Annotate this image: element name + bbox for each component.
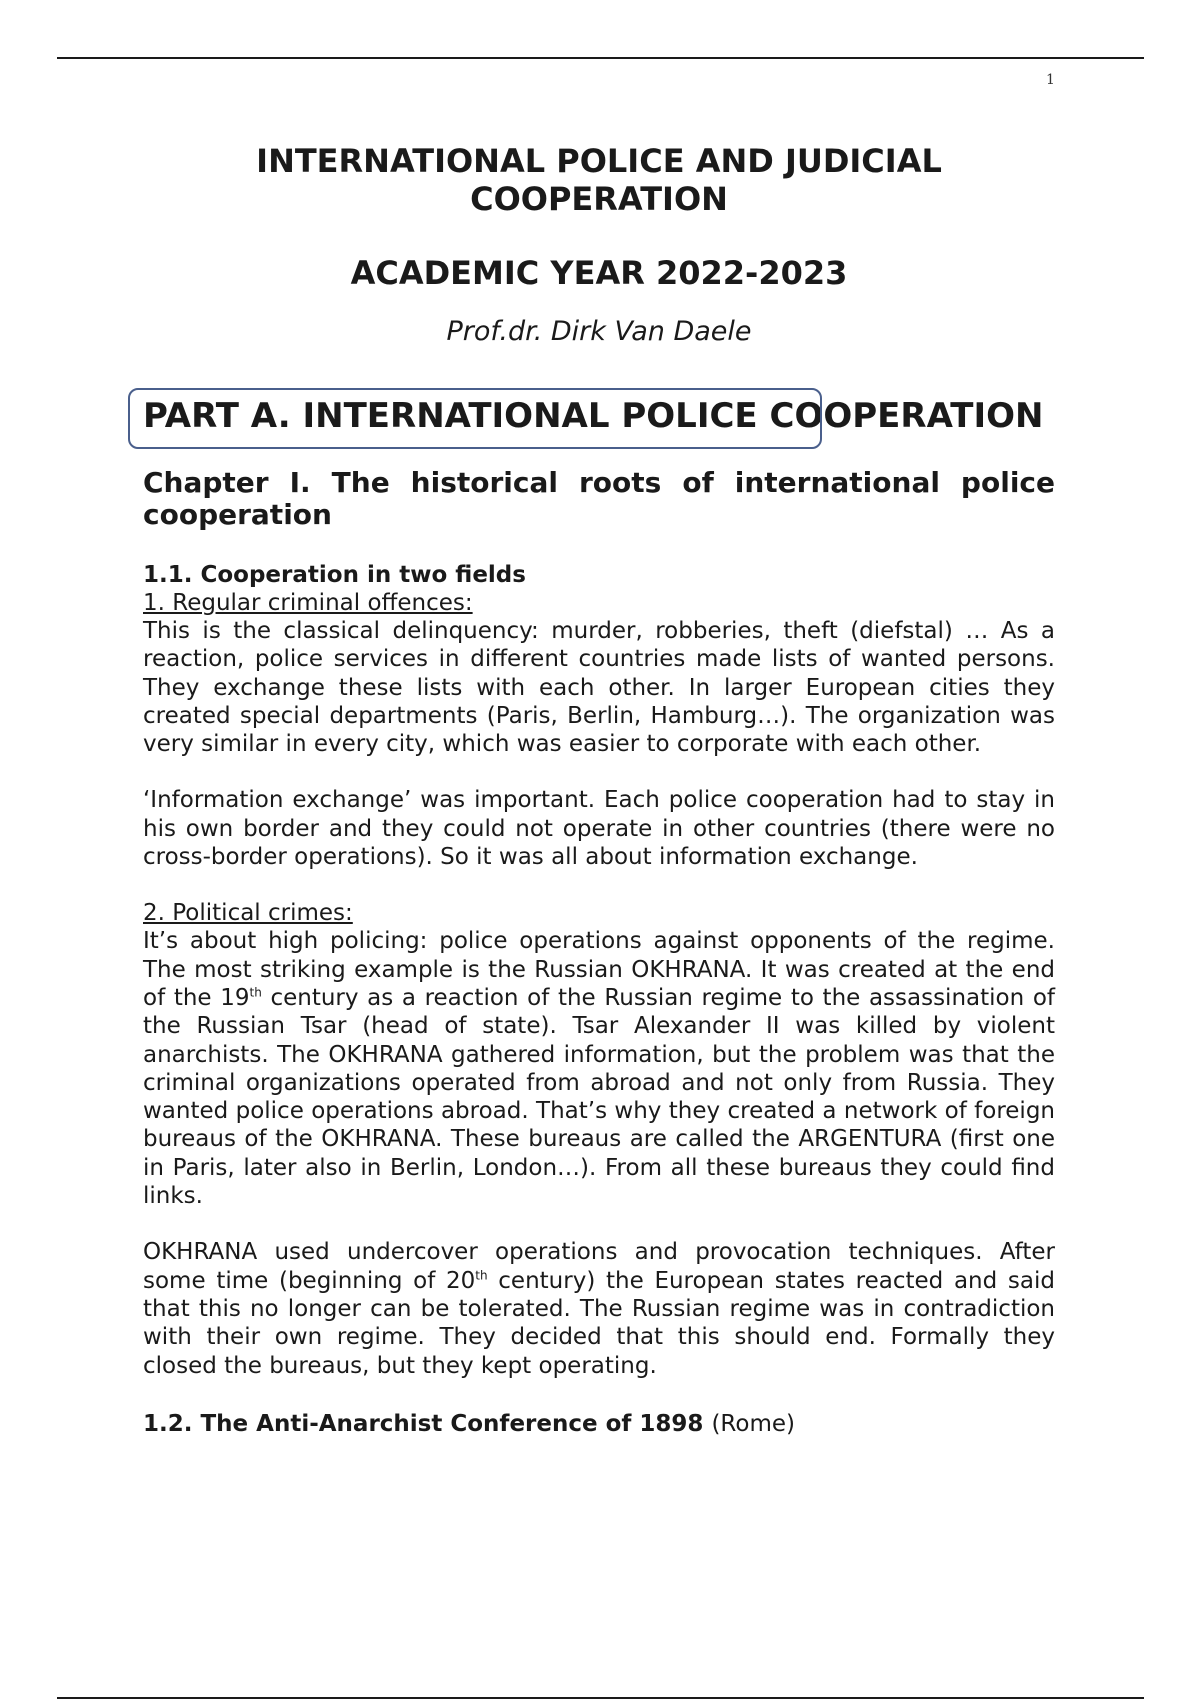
ordinal-suffix: th [475, 1267, 488, 1282]
header-rule [57, 57, 1144, 59]
ordinal-suffix: th [249, 985, 262, 1000]
page-number: 1 [1046, 72, 1055, 88]
section-heading-1-1: 1.1. Cooperation in two fields [143, 562, 526, 588]
part-a-container [143, 396, 1055, 437]
paragraph-information-exchange: ‘Information exchange’ was important. Each police cooperation had to stay in his own border and they could not operate in other countries (there were no cross-border operations). So it was all about information exchange. [143, 787, 1055, 871]
author: Prof.dr. Dirk Van Daele [446, 316, 752, 347]
footer-rule [57, 1697, 1144, 1699]
document-title-line-2: COOPERATION [470, 180, 728, 218]
paragraph-text: century as a reaction of the Russian regime to the assassination of the Russian Tsar (head of state). Tsar Alexander II was killed by violent anarchists. The OKHRANA gathered information, but the problem was that the criminal organizations operated from abroad and not only from Russia. They wanted police operations abroad. That’s why they created a network of foreign bureaus of the OKHRANA. These bureaus are called the ARGENTURA (first one in Paris, later also in Berlin, London…). From all these bureaus they could find links. [143, 984, 1055, 1210]
document-title [143, 142, 1055, 218]
paragraph-regular-offences: This is the classical delinquency: murder, robberies, theft (diefstal) … As a reaction, police services in different countries made lists of wanted persons. They exchange these lists with each other. In larger European cities they created special departments (Paris, Berlin, Hamburg…). The organization was very similar in every city, which was easier to corporate with each other. [143, 618, 1055, 758]
paragraph-text: OKHRANA used undercover operations and provocation techniques. After some time (beginning of 20 [143, 1239, 1055, 1294]
subheading-regular-offences: 1. Regular criminal offences: [143, 590, 473, 616]
paragraph-okhrana [143, 1238, 1055, 1379]
highlight-box [128, 388, 822, 449]
section-title: 1.2. The Anti-Anarchist Conference of 1898 [143, 1410, 704, 1437]
paragraph-political-crimes [143, 927, 1055, 1210]
section-heading-1-2 [143, 1410, 1055, 1438]
chapter-heading: Chapter I. The historical roots of international police cooperation [143, 466, 1055, 531]
paragraph-text: It’s about high policing: police operations against opponents of the regime. The most striking example is the Russian OKHRANA. It was created at the end of the 19 [143, 928, 1055, 1011]
academic-year: ACADEMIC YEAR 2022-2023 [350, 254, 848, 292]
document-title-line-1: INTERNATIONAL POLICE AND JUDICIAL [256, 142, 942, 180]
subheading-political-crimes: 2. Political crimes: [143, 900, 353, 927]
section-note: (Rome) [711, 1410, 795, 1437]
part-heading: PART A. INTERNATIONAL POLICE COOPERATION [143, 396, 1044, 436]
paragraph-text: century) the European states reacted and said that this no longer can be tolerated. The Russian regime was in contradiction with their own regime. They decided that this should end. Formally they closed the bureaus, but they kept operating. [143, 1267, 1056, 1379]
document-body [143, 138, 1055, 1438]
